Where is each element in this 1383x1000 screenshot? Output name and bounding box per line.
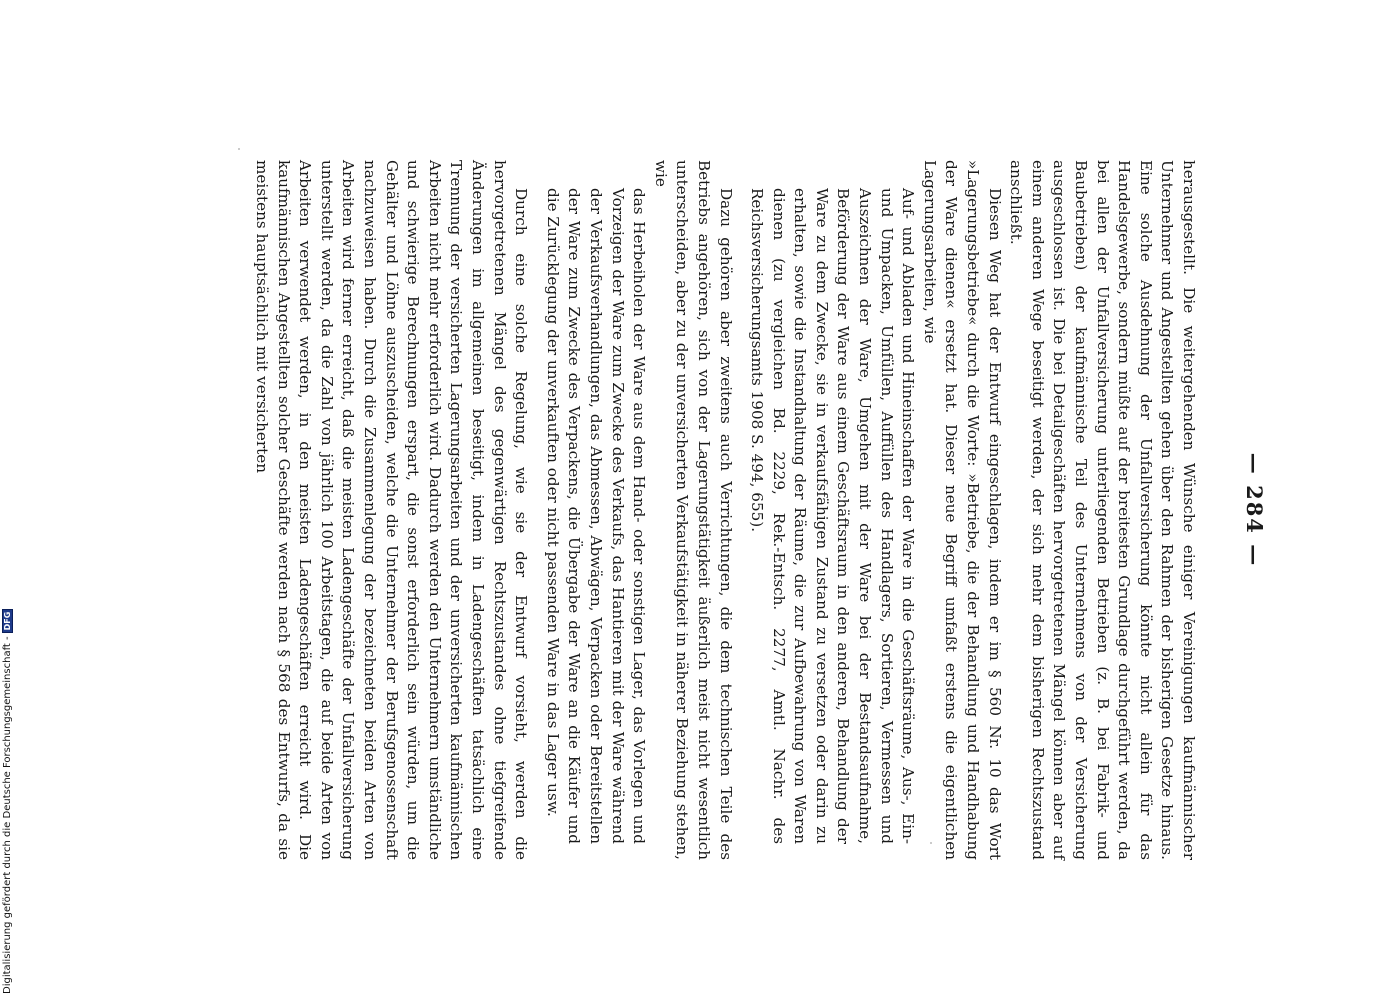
paragraph-5-list: das Herbeiholen der Ware aus dem Hand- oder sonstigen Lager, das Vorlegen und Vorzeigen der Ware zum Zwecke des Verkaufs, das Hantieren mit der Ware während der Verkaufsverhandlungen, das Abmessen, Abwägen, Verpacken oder Bereitstellen der Ware zum Zwecke des Verpackens, die Übergabe der Ware an die Käufer und die Zurücklegung der unverkauften oder nicht passenden Ware in das Lager usw. [543,188,649,844]
paragraph-2: Diesen Weg hat der Entwurf eingeschlagen, indem er im § 560 Nr. 10 das Wort »Lagerungsbetriebe« durch die Worte: »Betriebe, die der Behandlung und Handhabung der Ware dienen« ersetzt hat. Dieser neue Begriff umfaßt erstens die eigentlichen Lagerungsarbeiten, wie [920,160,1004,860]
dfg-logo: DFG [2,609,13,634]
scan-speck [238,148,240,150]
page-inner [161,160,1271,860]
paragraph-3-list: Auf- und Abladen und Hineinschaffen der Ware in die Geschäftsräume, Aus-, Ein- und Umpacken, Umfüllen, Auffüllen des Handlagers, Sortieren, Vermessen und Auszeichnen der Ware, Umgehen mit der Ware bei der Bestandsaufnahme, Beförderung der Ware aus einem Geschäftsraum in den anderen, Behandlung der Ware zu dem Zwecke, sie in verkaufsfähigen Zustand zu versetzen oder darin zu erhalten, sowie die Instandhaltung der Räume, die zur Aufbewahrung von Waren dienen (zu vergleichen Bd. 2229, Rek.-Entsch. 2277, Amtl. Nachr. des Reichsversicherungsamts 1908 S. 494, 655). [748,188,918,844]
credit-text: Digitalisierung gefördert durch die Deutsche Forschungsgemeinschaft - [2,636,13,994]
body-text [250,160,1199,860]
paragraph-6: Durch eine solche Regelung, wie sie der Entwurf vorsieht, werden die hervorgetretenen Mängel des gegenwärtigen Rechtszustandes ohne tiefgreifende Änderungen im allgemeinen beseitigt, indem in Ladengeschäften tatsächlich eine Trennung der versicherten Lagerungsarbeiten und der unversicherten kaufmännischen Arbeiten nicht mehr erforderlich wird. Dadurch werden den Unternehmern umständliche und schwierige Berechnungen erspart, die sonst erforderlich sein würden, um die Gehälter und Löhne auszuscheiden, welche die Unternehmer der Berufsgenossenschaft nachzuweisen haben. Durch die Zusammenlegung der bezeichneten beiden Arten von Arbeiten wird ferner erreicht, daß die meisten Ladengeschäfte der Unfallversicherung unterstellt werden, da die Zahl von jährlich 100 Arbeitstagen, die auf beide Arten von Arbeiten verwendet werden, in den meisten Ladengeschäften erreicht wird. Die kaufmännischen Angestellten solcher Geschäfte werden nach § 568 des Entwurfs, da sie meistens hauptsächlich mit versicherten [253,160,531,860]
paragraph-4: Dazu gehören aber zweitens auch Verrichtungen, die dem technischen Teile des Betriebs angehören, sich von der Lagerungstätigkeit äußerlich meist nicht wesentlich unterscheiden, aber zu der unversicherten Verkaufstätigkeit in näherer Beziehung stehen, wie [651,160,735,860]
rotated-document-page [161,160,1271,860]
page-number: — 284 — [1242,452,1267,568]
scan-speck [930,842,932,844]
paragraph-1: herausgestellt. Die weitergehenden Wünsche einiger Vereinigungen kaufmännischer Unternehmer und Angestellten gehen über den Rahmen der bisherigen Gesetze hinaus. Eine solche Ausdehnung der Unfallversicherung könnte nicht allein für das Handelsgewerbe, sondern müßte auf der breitesten Grundlage durchgeführt werden, da bei allen der Unfallversicherung unterliegenden Betrieben (z. B. bei Fabrik- und Baubetrieben) der kaufmännische Teil des Unternehmens von der Versicherung ausgeschlossen ist. Die bei Detailgeschäften hervorgetretenen Mängel können aber auf einem anderen Wege beseitigt werden, der sich mehr dem bisherigen Rechtszustand anschließt. [1007,160,1198,860]
digitization-credit [2,609,13,994]
